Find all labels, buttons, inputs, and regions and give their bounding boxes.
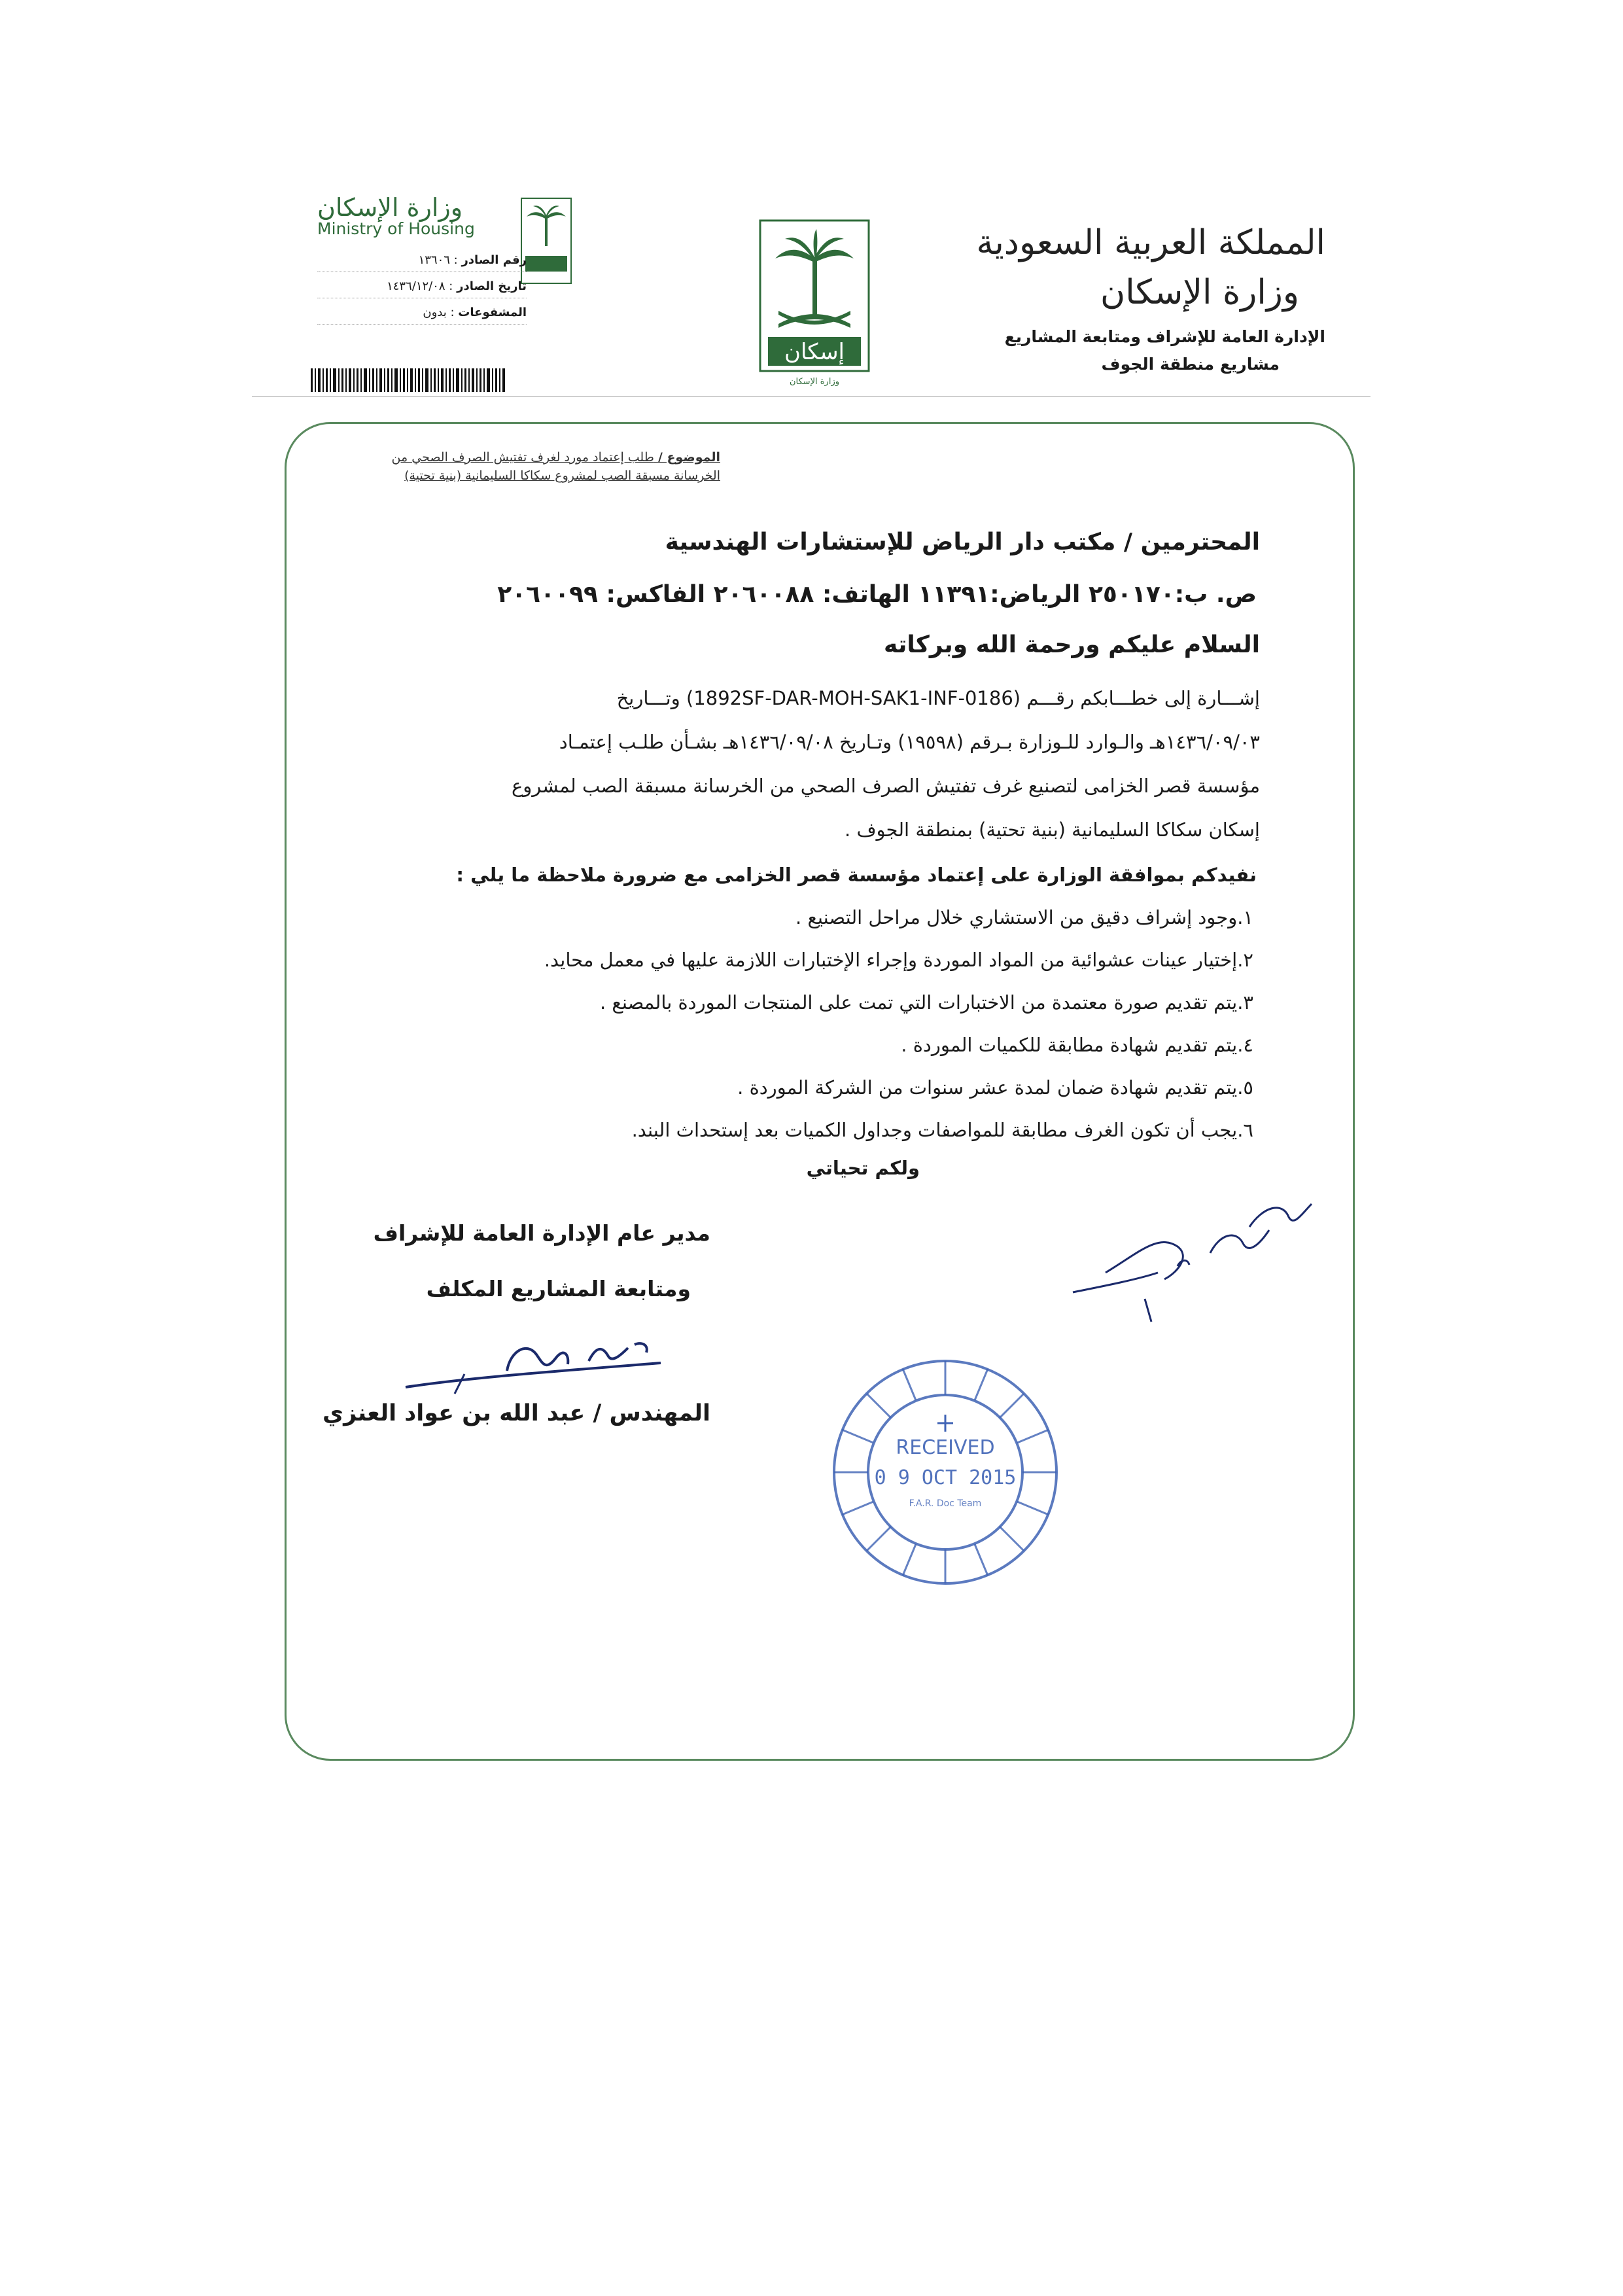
condition-item-3: ٣.يتم تقديم صورة معتمدة من الاختبارات التي تمت على المنتجات الموردة بالمصنع .	[599, 991, 1253, 1014]
recipient-address: ص. ب:٢٥٠١٧٠ الرياض:١١٣٩١ الهاتف: ٢٠٦٠٠٨٨ الفاكس: ٢٠٦٠٠٩٩	[497, 581, 1257, 608]
signer-title-line1: مدير عام الإدارة العامة للإشراف	[373, 1220, 710, 1246]
ref-number-label: رقم الصادر	[461, 253, 527, 267]
ref-number-value: ١٣٦٠٦	[418, 253, 450, 267]
region-projects: مشاريع منطقة الجوف	[1101, 355, 1280, 374]
received-stamp	[828, 1354, 1063, 1590]
condition-item-2: ٢.إختيار عينات عشوائية من المواد الموردة وإجراء الإختبارات اللازمة عليها في معمل محايد.	[544, 949, 1253, 971]
stamp-line3: F.A.R. Doc Team	[909, 1498, 982, 1509]
kingdom-name: المملكة العربية السعودية	[976, 223, 1325, 262]
ministry-name: وزارة الإسكان	[1100, 273, 1299, 312]
approval-paragraph: نفيدكم بموافقة الوزارة على إعتماد مؤسسة قصر الخزامى مع ضرورة ملاحظة ما يلي :	[456, 864, 1257, 886]
stamp-word: RECEIVED	[896, 1436, 995, 1459]
attachments-row: المشفوعات : بدون	[317, 306, 527, 325]
attachments-value: بدون	[423, 306, 447, 319]
ref-date-label: تاريخ الصادر	[457, 279, 527, 293]
subject-line2: الخرسانة مسبقة الصب لمشروع سكاكا السليمانية (بنية تحتية)	[404, 468, 720, 483]
closing: ولكم تحياتي	[806, 1157, 920, 1179]
brand-english: Ministry of Housing	[317, 219, 475, 238]
letterhead-left	[252, 193, 657, 396]
subject-line1: طلب إعتماد مورد لغرف تفتيش الصرف الصحي من	[391, 450, 654, 465]
handwritten-signature	[393, 1325, 674, 1404]
paragraph-line-1: إشـــارة إلى خطـــابكم رقـــم (1892SF-DAR-MOH-SAK1-INF-0186) وتـــاريخ	[616, 687, 1260, 709]
logo-text: إسكان	[784, 339, 845, 365]
subject-label: الموضوع /	[657, 450, 720, 465]
condition-item-5: ٥.يتم تقديم شهادة ضمان لمدة عشر سنوات من الشركة الموردة .	[737, 1076, 1253, 1099]
condition-item-4: ٤.يتم تقديم شهادة مطابقة للكميات الموردة .	[901, 1034, 1253, 1056]
ministry-palm-logo	[759, 219, 870, 393]
condition-item-6: ٦.يجب أن تكون الغرف مطابقة للمواصفات وجداول الكميات بعد إستحداث البند.	[631, 1119, 1253, 1141]
ref-date-value: ١٤٣٦/١٢/٠٨	[387, 279, 445, 293]
paragraph-line-2: ١٤٣٦/٠٩/٠٣هـ والـوارد للـوزارة بـرقم (١٩٥٩٨) وتـاريخ ١٤٣٦/٠٩/٠٨هـ بشـأن طلـب إعتمـاد	[559, 731, 1260, 753]
barcode	[311, 368, 507, 392]
signer-name: المهندس / عبد الله بن عواد العنزي	[323, 1400, 710, 1426]
stamp-date: 0 9 OCT 2015	[874, 1466, 1017, 1489]
subject	[354, 448, 720, 485]
attachments-label: المشفوعات	[458, 306, 527, 319]
margin-handwritten-note	[1047, 1181, 1321, 1332]
greeting: السلام عليكم ورحمة الله وبركاته	[884, 631, 1260, 658]
signer-title-line2: ومتابعة المشاريع المكلف	[426, 1276, 691, 1301]
paragraph-line-4: إسكان سكاكا السليمانية (بنية تحتية) بمنطقة الجوف .	[845, 819, 1260, 841]
header-divider	[252, 396, 1370, 397]
department-name: الإدارة العامة للإشراف ومتابعة المشاريع	[1004, 327, 1325, 346]
ref-date-row: تاريخ الصادر : ١٤٣٦/١٢/٠٨	[317, 279, 527, 298]
brand-arabic: وزارة الإسكان	[317, 193, 463, 222]
paragraph-line-3: مؤسسة قصر الخزامى لتصنيع غرف تفتيش الصرف الصحي من الخرسانة مسبقة الصب لمشروع	[511, 775, 1260, 797]
ref-number-row: رقم الصادر : ١٣٦٠٦	[317, 253, 527, 272]
condition-item-1: ١.وجود إشراف دقيق من الاستشاري خلال مراحل التصنيع .	[795, 906, 1253, 928]
small-ministry-logo	[520, 197, 572, 289]
recipient: المحترمين / مكتب دار الرياض للإستشارات الهندسية	[665, 529, 1260, 556]
letterhead-right	[907, 219, 1325, 378]
logo-caption: وزارة الإسكان	[790, 377, 839, 387]
